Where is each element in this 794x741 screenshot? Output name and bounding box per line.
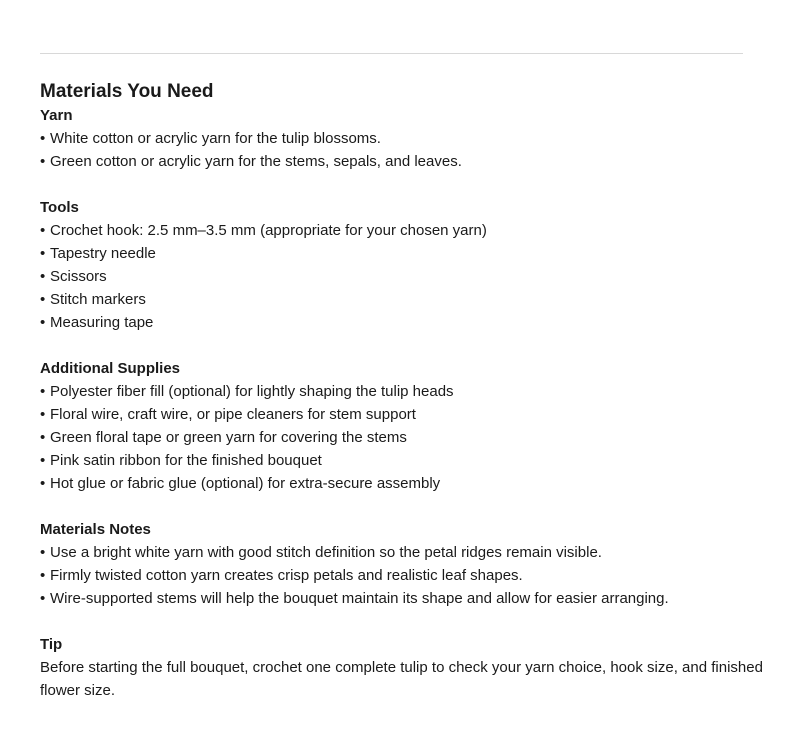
bullet-icon: • [40, 222, 46, 239]
bullet-icon: • [40, 153, 46, 170]
list-item-text: Measuring tape [50, 314, 154, 331]
bullet-icon: • [40, 268, 46, 285]
bullet-icon: • [40, 245, 46, 262]
bullet-icon: • [40, 291, 46, 308]
section-materials-notes [40, 518, 780, 610]
list-item-text: Wire-supported stems will help the bouquet maintain its shape and allow for easier arranging. [50, 590, 669, 607]
bullet-icon: • [40, 383, 46, 400]
list-item-text: Stitch markers [50, 291, 146, 308]
list-item [40, 587, 780, 610]
list-item [40, 380, 780, 403]
list-item-text: Floral wire, craft wire, or pipe cleaners for stem support [50, 406, 416, 423]
list-item-text: Crochet hook: 2.5 mm–3.5 mm (appropriate for your chosen yarn) [50, 222, 487, 239]
section-heading-yarn: Yarn [40, 107, 73, 124]
section-spacer [40, 334, 780, 357]
list-item [40, 472, 780, 495]
list-item [40, 311, 780, 334]
section-spacer [40, 610, 780, 633]
section-spacer [40, 173, 780, 196]
section-spacer [40, 495, 780, 518]
section-yarn [40, 104, 780, 173]
list-item-text: Firmly twisted cotton yarn creates crisp petals and realistic leaf shapes. [50, 567, 523, 584]
supplies-list [40, 380, 780, 495]
bullet-icon: • [40, 475, 46, 492]
top-divider [40, 53, 743, 54]
list-item [40, 403, 780, 426]
bullet-icon: • [40, 406, 46, 423]
bullet-icon: • [40, 429, 46, 446]
list-item [40, 288, 780, 311]
section-heading-materials-notes: Materials Notes [40, 521, 151, 538]
bullet-icon: • [40, 452, 46, 469]
list-item [40, 242, 780, 265]
list-item-text: White cotton or acrylic yarn for the tulip blossoms. [50, 130, 381, 147]
list-item [40, 150, 780, 173]
section-heading-additional-supplies: Additional Supplies [40, 360, 181, 377]
list-item [40, 127, 780, 150]
list-item [40, 265, 780, 288]
bullet-icon: • [40, 130, 46, 147]
list-item-text: Hot glue or fabric glue (optional) for extra-secure assembly [50, 475, 441, 492]
bullet-icon: • [40, 544, 46, 561]
list-item [40, 564, 780, 587]
list-item-text: Green cotton or acrylic yarn for the stems, sepals, and leaves. [50, 153, 462, 170]
section-heading-tools: Tools [40, 199, 79, 216]
bullet-icon: • [40, 590, 46, 607]
notes-list [40, 541, 780, 610]
tools-list [40, 219, 780, 334]
list-item [40, 541, 780, 564]
list-item [40, 426, 780, 449]
list-item-text: Pink satin ribbon for the finished bouquet [50, 452, 322, 469]
section-tip [40, 633, 780, 702]
list-item [40, 219, 780, 242]
list-item-text: Green floral tape or green yarn for covering the stems [50, 429, 407, 446]
bullet-icon: • [40, 567, 46, 584]
tip-heading: Tip [40, 636, 63, 653]
tip-text: Before starting the full bouquet, crochet one complete tulip to check your yarn choice, hook size, and finished flower size. [40, 659, 763, 699]
section-tools [40, 196, 780, 334]
yarn-list [40, 127, 780, 173]
list-item-text: Scissors [50, 268, 107, 285]
page-title: Materials You Need [40, 81, 214, 102]
list-item [40, 449, 780, 472]
list-item-text: Use a bright white yarn with good stitch definition so the petal ridges remain visible. [50, 544, 602, 561]
materials-document [40, 80, 780, 702]
bullet-icon: • [40, 314, 46, 331]
list-item-text: Tapestry needle [50, 245, 156, 262]
section-additional-supplies [40, 357, 780, 495]
list-item-text: Polyester fiber fill (optional) for lightly shaping the tulip heads [50, 383, 454, 400]
